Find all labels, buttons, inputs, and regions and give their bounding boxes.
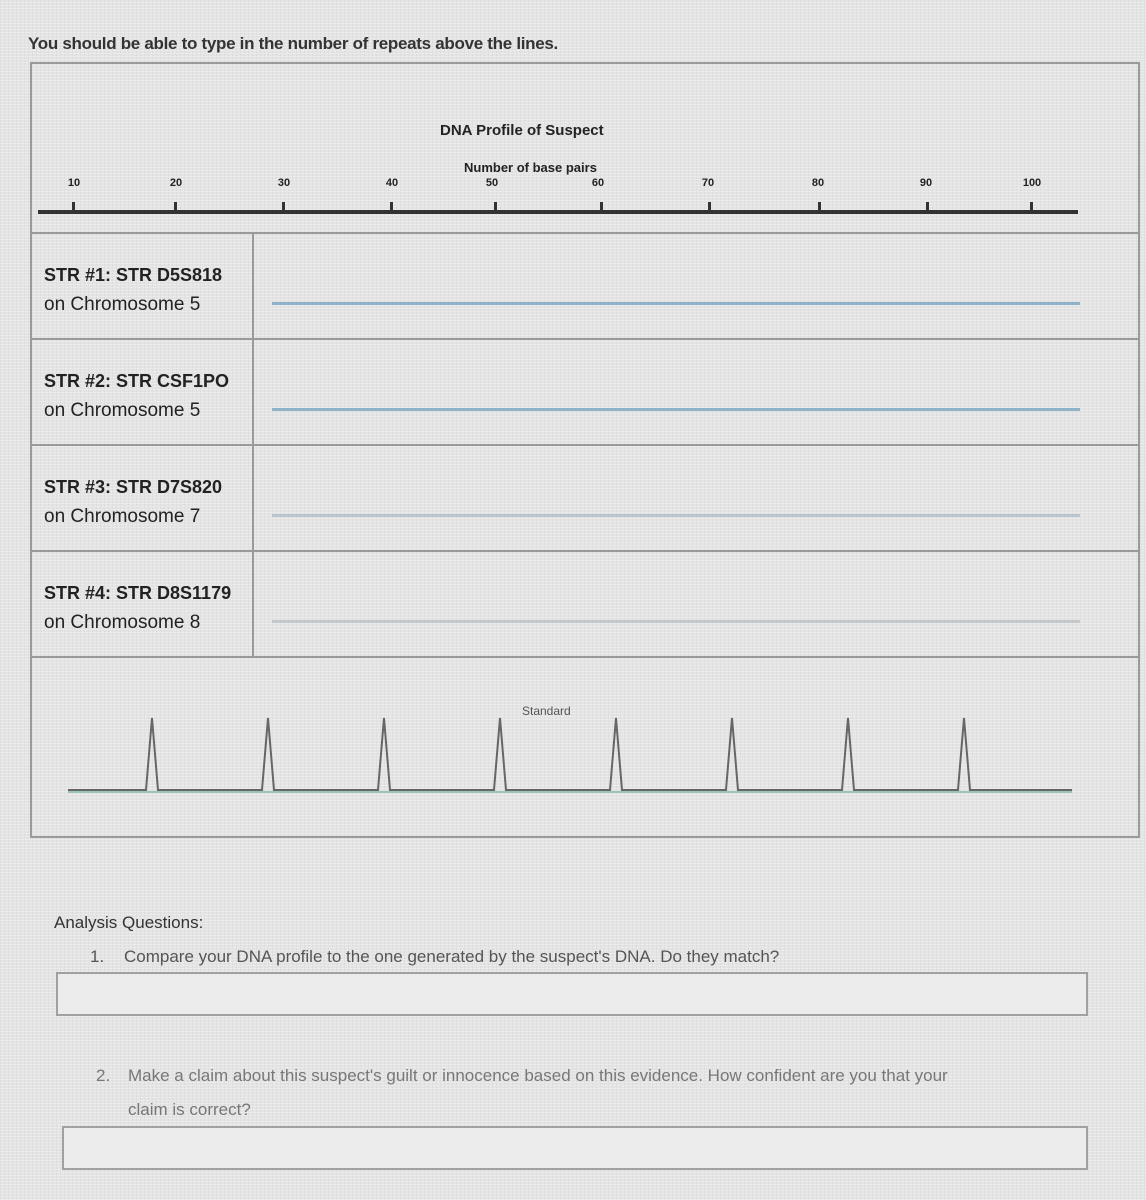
tick-label-40: 40 [385,177,399,189]
str-label-cell [32,340,254,444]
standard-label: Standard [522,704,571,718]
str-label-cell [32,234,254,338]
str-chromosome: on Chromosome 5 [44,294,201,315]
str-name: STR #3: STR D7S820 [44,477,223,497]
question-1-number: 1. [90,947,105,966]
base-pair-axis [38,210,1078,214]
str-name: STR #2: STR CSF1PO [44,371,230,391]
tick-80 [818,202,821,212]
dna-profile-table [30,62,1140,838]
tick-label-20: 20 [169,177,183,189]
tick-label-80: 80 [811,177,825,189]
tick-label-100: 100 [1022,177,1042,189]
tick-label-10: 10 [67,177,81,189]
str-entry-line-2[interactable] [272,408,1080,411]
str-row-2 [32,340,1138,446]
str-name: STR #4: STR D8S1179 [44,583,232,603]
str-chromosome: on Chromosome 5 [44,400,201,421]
analysis-title: Analysis Questions: [54,913,204,932]
standard-row [32,660,1138,836]
profile-title: DNA Profile of Suspect [440,122,604,139]
instruction-text: You should be able to type in the number of repeats above the lines. [28,34,558,53]
str-chromosome: on Chromosome 8 [44,612,201,633]
standard-ladder [32,660,1138,836]
str-row-1 [32,234,1138,340]
tick-10 [72,202,75,212]
str-entry-line-4[interactable] [272,620,1080,623]
tick-label-60: 60 [591,177,605,189]
tick-50 [494,202,497,212]
tick-100 [1030,202,1033,212]
profile-header [32,64,1138,234]
tick-label-30: 30 [277,177,291,189]
tick-20 [174,202,177,212]
tick-40 [390,202,393,212]
profile-subtitle: Number of base pairs [464,160,597,175]
tick-30 [282,202,285,212]
str-entry-line-3[interactable] [272,514,1080,517]
question-2-text-line-1: Make a claim about this suspect's guilt or innocence based on this evidence. How confident are you that your [128,1066,948,1085]
question-1-text: Compare your DNA profile to the one generated by the suspect's DNA. Do they match? [124,947,780,966]
tick-70 [708,202,711,212]
question-2-text-line-2: claim is correct? [128,1100,251,1119]
str-row-4 [32,552,1138,658]
str-entry-line-1[interactable] [272,302,1080,305]
standard-trace [68,718,1072,790]
tick-60 [600,202,603,212]
tick-90 [926,202,929,212]
str-label-cell [32,552,254,656]
str-chromosome: on Chromosome 7 [44,506,201,527]
tick-label-50: 50 [485,177,499,189]
answer-1-input[interactable] [56,972,1088,1016]
question-2-number: 2. [96,1066,111,1085]
answer-2-input[interactable] [62,1126,1088,1170]
str-name: STR #1: STR D5S818 [44,265,223,285]
str-row-3 [32,446,1138,552]
str-label-cell [32,446,254,550]
tick-label-70: 70 [701,177,715,189]
tick-label-90: 90 [919,177,933,189]
